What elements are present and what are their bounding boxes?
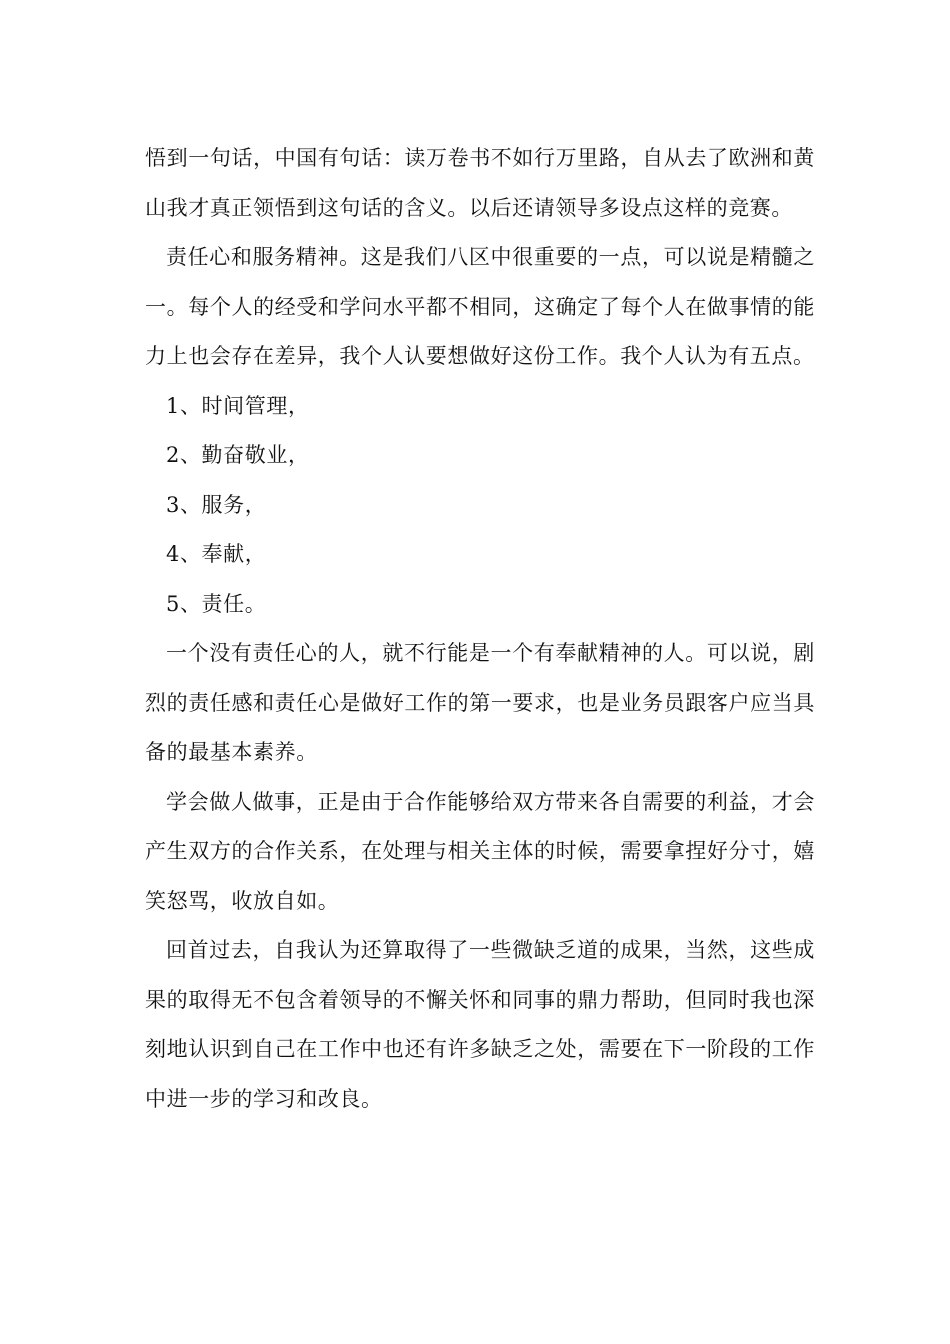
list-item: 4、奉献， xyxy=(166,542,267,566)
paragraph-responsibility: 责任心和服务精神。这是我们八区中很重要的一点，可以说是精髓之一。每个人的经受和学问水平都不相同，这确定了每个人在做事情的能力上也会存在差异，我个人认要想做好这份工作。我个人认为有五点。 xyxy=(145,245,815,368)
list-item: 5、责任。 xyxy=(166,591,267,616)
paragraph-cooperation: 学会做人做事，正是由于合作能够给双方带来各自需要的利益，才会产生双方的合作关系，在处理与相关主体的时候，需要拿捏好分寸，嬉笑怒骂，收放自如。 xyxy=(145,789,815,913)
paragraph-continuation: 悟到一句话，中国有句话：读万卷书不如行万里路，自从去了欧洲和黄山我才真正领悟到这句话的含义。以后还请领导多设点这样的竞赛。 xyxy=(145,146,815,220)
paragraph-review: 回首过去，自我认为还算取得了一些微缺乏道的成果，当然，这些成果的取得无不包含着领导的不懈关怀和同事的鼎力帮助，但同时我也深刻地认识到自己在工作中也还有许多缺乏之处，需要在下一阶段的工作中进一步的学习和改良。 xyxy=(145,938,815,1111)
paragraph-responsibility-spirit: 一个没有责任心的人，就不行能是一个有奉献精神的人。可以说，剧烈的责任感和责任心是做好工作的第一要求，也是业务员跟客户应当具备的最基本素养。 xyxy=(145,641,815,764)
list-item: 2、勤奋敬业， xyxy=(166,443,310,467)
list-item: 3、服务， xyxy=(166,492,267,517)
list-item: 1、时间管理， xyxy=(166,393,310,418)
document-body xyxy=(145,134,815,1124)
